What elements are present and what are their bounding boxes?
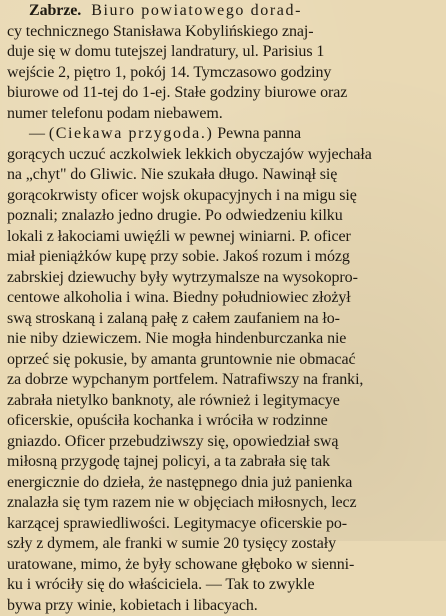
paragraph2-line: miłosną przygodę tajnej policyi, a ta zabrała się tak bbox=[7, 452, 439, 473]
paragraph2-line: nie niby dziewiczem. Nie mogła hindenburczanka nie bbox=[7, 329, 439, 350]
paragraph2-line: miał pieniążków kupę przy sobie. Jakoś rozum i mózg bbox=[7, 247, 439, 268]
paragraph2-title: (Ciekawa przygoda.) bbox=[49, 125, 214, 142]
paragraph2-line: zabrskiej dziewuchy były wytrzymalsze na wysokopro- bbox=[7, 268, 439, 289]
paragraph2-line: poznali; znalazło jedno drugie. Po odwiedzeniu kilku bbox=[7, 206, 439, 227]
article-text bbox=[7, 1, 439, 616]
paragraph2-line: karzącej sprawiedliwości. Legitymacye oficerskie po- bbox=[7, 514, 439, 535]
paragraph2-line: oficerskie, opuściła kochanka i wróciła w rodzinne bbox=[7, 411, 439, 432]
paragraph2-line: na „chyt" do Gliwic. Nie szukała długo. Nawinął się bbox=[7, 165, 439, 186]
paragraph1-heading-line bbox=[7, 1, 439, 22]
paragraph2-line: uratowane, mimo, że były schowane głęboko w sienni- bbox=[7, 555, 439, 576]
paragraph2-line: energicznie do dzieła, że następnego dnia już panienka bbox=[7, 473, 439, 494]
paragraph1-line: cy technicznego Stanisława Kobylińskiego znaj- bbox=[7, 22, 439, 43]
lead-title: Biuro powiatowego dorad- bbox=[91, 2, 302, 19]
paragraph2-line: lokali z łakociami uwięźli w pewnej winiarni. P. oficer bbox=[7, 227, 439, 248]
paragraph1-line: wejście 2, piętro 1, pokój 14. Tymczasowo godziny bbox=[7, 63, 439, 84]
paragraph2-line: oprzeć się pokusie, by amanta gruntownie nie obmacać bbox=[7, 350, 439, 371]
paragraph2-heading-line bbox=[7, 124, 439, 145]
paragraph2-line: gorącokrwisty oficer wojsk okupacyjnych i na migu się bbox=[7, 186, 439, 207]
paragraph1-line: numer telefonu podam niebawem. bbox=[7, 104, 439, 125]
lead-place: Zabrze. bbox=[29, 2, 81, 19]
paragraph2-line: bywa przy winie, kobietach i libacyach. bbox=[7, 596, 439, 616]
paragraph2-line: gorących uczuć aczkolwiek lekkich obyczajów wyjechała bbox=[7, 145, 439, 166]
paragraph2-lead-rest: Pewna panna bbox=[217, 125, 301, 142]
paragraph2-line: ku i wróciły się do właściciela. — Tak to zwykle bbox=[7, 575, 439, 596]
paragraph2-line: gniazdo. Oficer przebudziwszy się, opowiedział swą bbox=[7, 432, 439, 453]
paragraph2-line: znalazła się tym razem nie w objęciach miłosnych, lecz bbox=[7, 493, 439, 514]
paragraph1-line: biurowe od 11-tej do 1-ej. Stałe godziny biurowe oraz bbox=[7, 83, 439, 104]
lead-dash: — bbox=[29, 125, 45, 142]
paragraph2-line: za dobrze wypchanym portfelem. Natrafiwszy na franki, bbox=[7, 370, 439, 391]
paragraph1-line: duje się w domu tutejszej landratury, ul. Parisius 1 bbox=[7, 42, 439, 63]
paragraph2-line: zabrała nietylko banknoty, ale również i legitymacye bbox=[7, 391, 439, 412]
paragraph2-line: szły z dymem, ale franki w sumie 20 tysięcy zostały bbox=[7, 534, 439, 555]
paragraph2-line: centowe alkoholia i wina. Biedny południowiec złożył bbox=[7, 288, 439, 309]
paragraph2-line: swą stroskaną i zalaną pałę z całem zaufaniem na ło- bbox=[7, 309, 439, 330]
